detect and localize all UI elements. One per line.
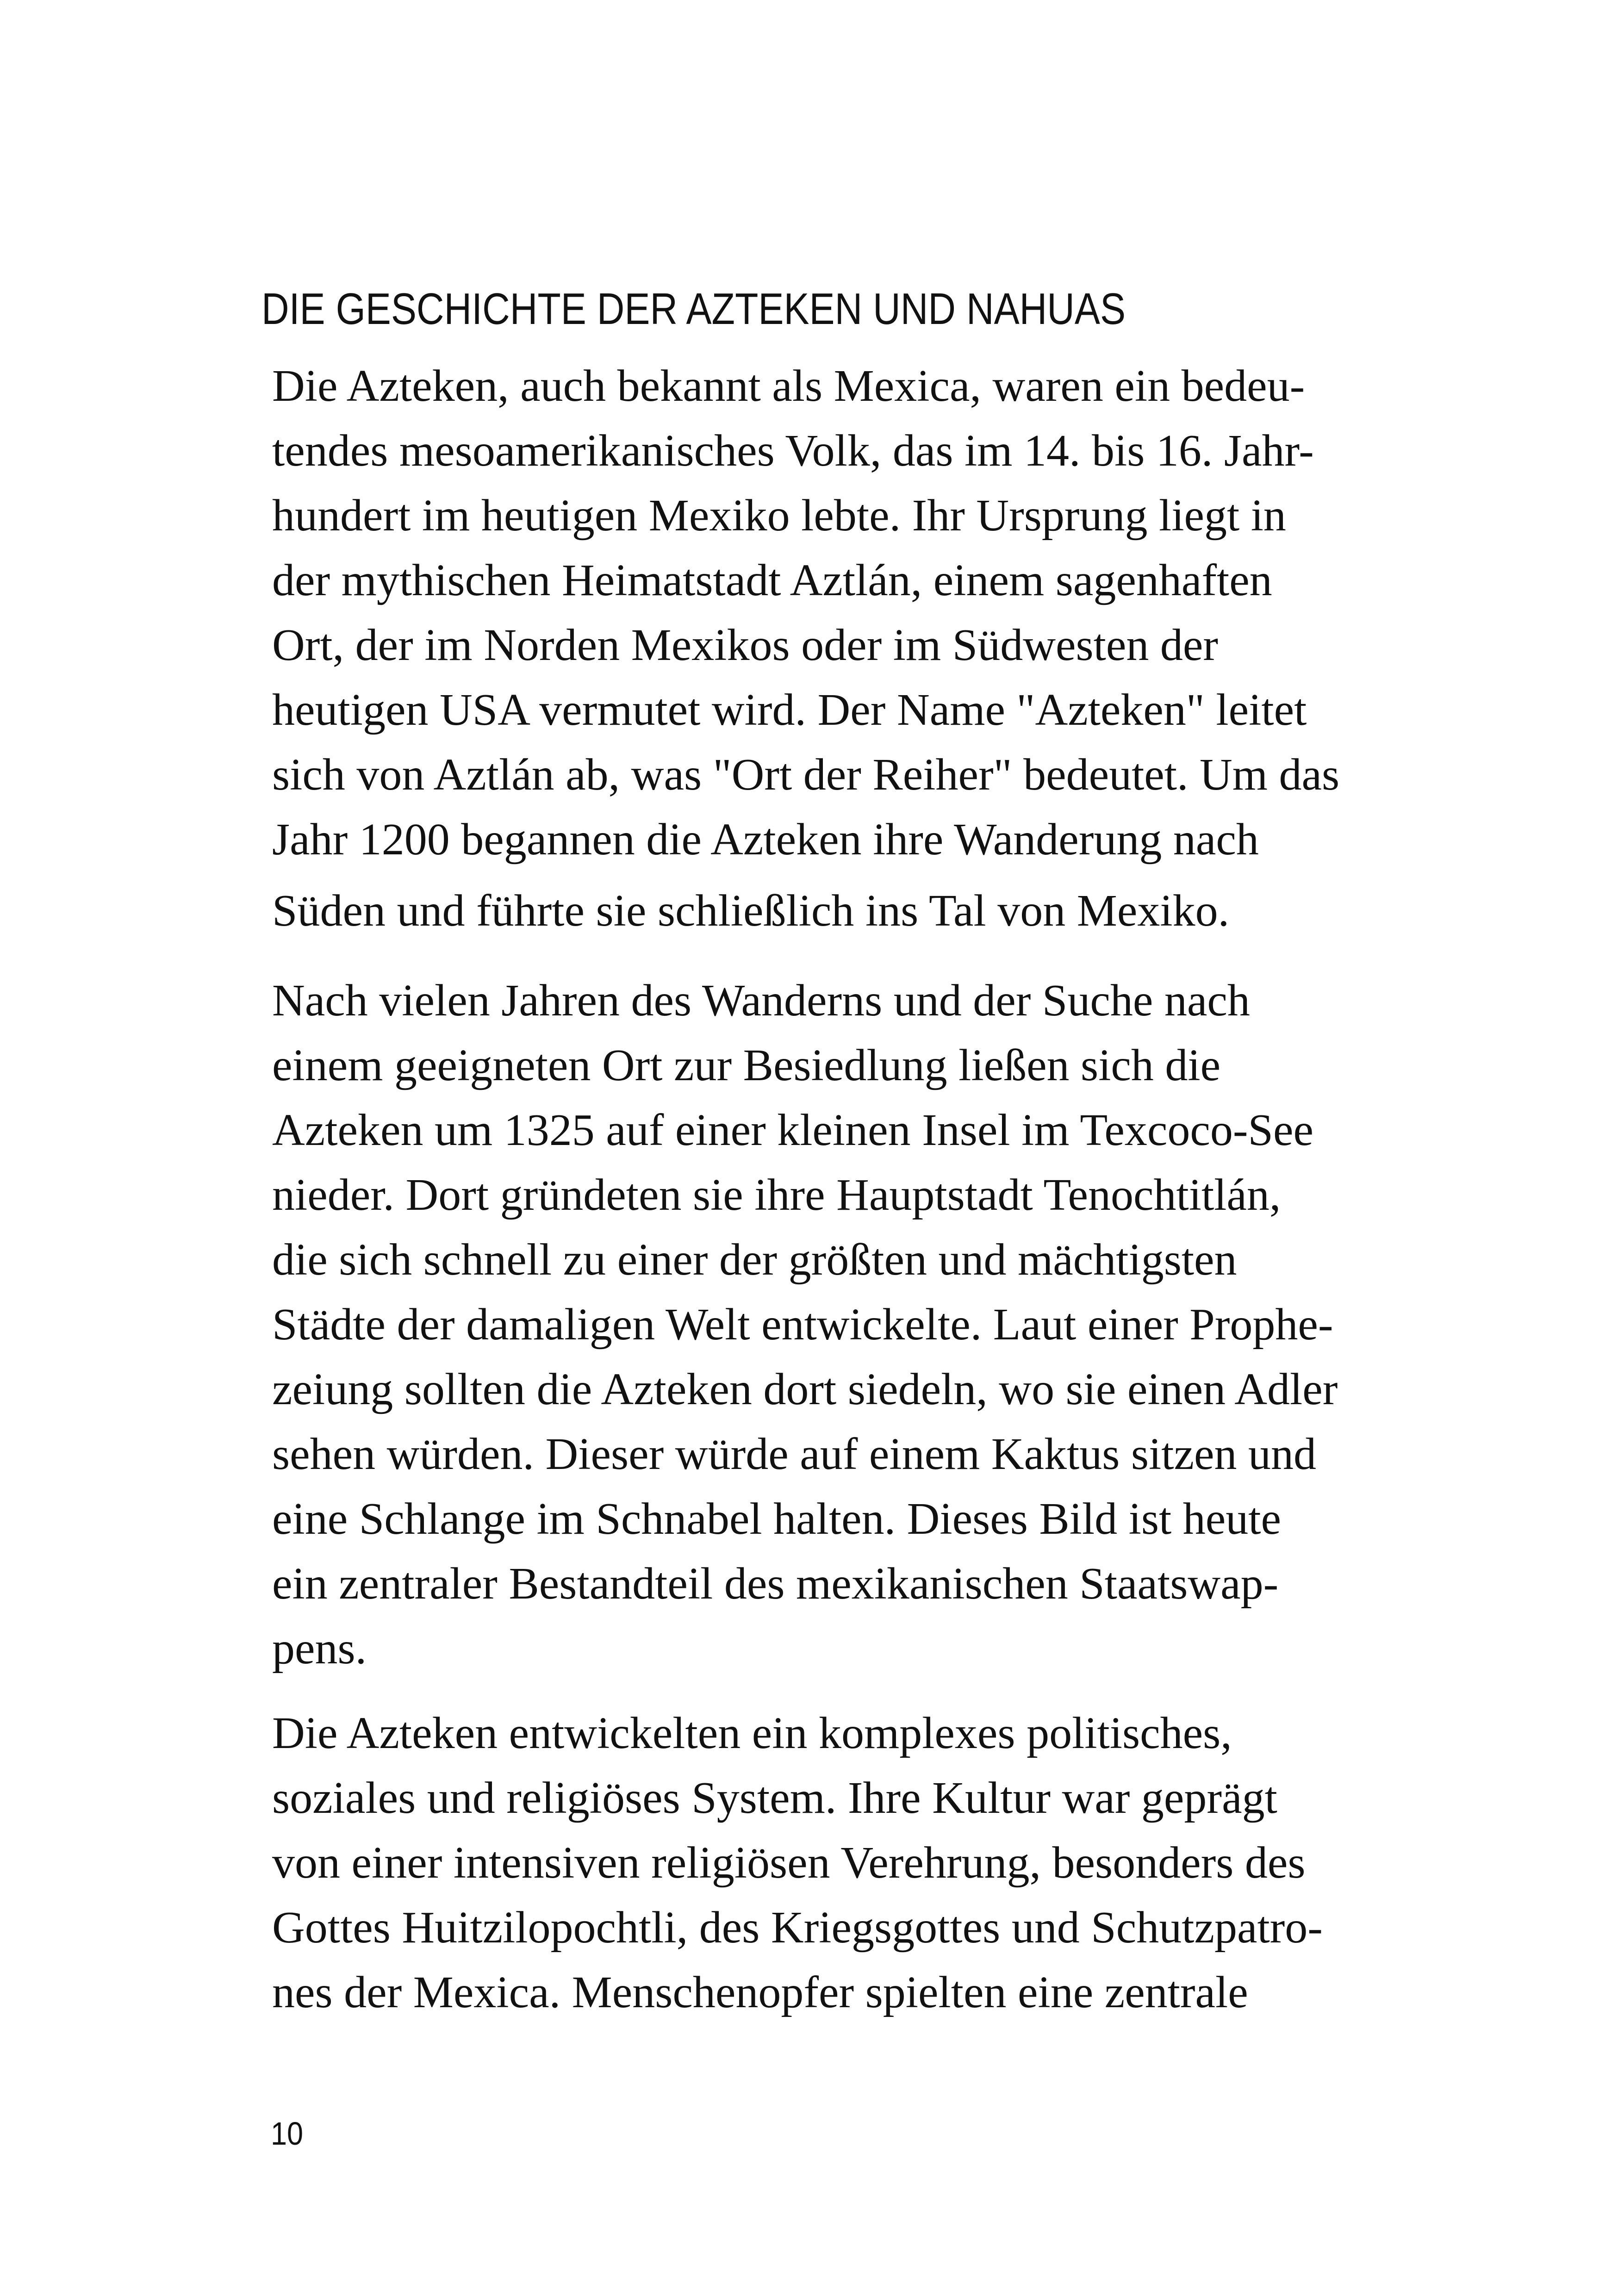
text-line: nieder. Dort gründeten sie ihre Hauptstadt Tenochtitlán, — [272, 1170, 1281, 1220]
paragraph-1 — [272, 354, 1339, 943]
text-line: die sich schnell zu einer der größten und mächtigsten — [272, 1235, 1237, 1285]
text-line: eine Schlange im Schnabel halten. Dieses Bild ist heute — [272, 1494, 1281, 1544]
text-line: Ort, der im Norden Mexikos oder im Südwesten der — [272, 620, 1218, 670]
text-line: Städte der damaligen Welt entwickelte. Laut einer Prophe- — [272, 1300, 1333, 1350]
text-line: Gottes Huitzilopochtli, des Kriegsgottes und Schutzpatro- — [272, 1903, 1323, 1953]
paragraph-3 — [272, 1701, 1323, 2025]
text-line: von einer intensiven religiösen Verehrung, besonders des — [272, 1838, 1306, 1888]
text-line: Die Azteken entwickelten ein komplexes politisches, — [272, 1708, 1232, 1758]
text-line: Süden und führte sie schließlich ins Tal von Mexiko. — [272, 886, 1230, 936]
text-line: Azteken um 1325 auf einer kleinen Insel im Texcoco-See — [272, 1105, 1313, 1155]
text-line: sehen würden. Dieser würde auf einem Kaktus sitzen und — [272, 1429, 1317, 1479]
text-line: tendes mesoamerikanisches Volk, das im 14. bis 16. Jahr- — [272, 426, 1314, 476]
text-line: hundert im heutigen Mexiko lebte. Ihr Ursprung liegt in — [272, 491, 1286, 541]
text-line: Jahr 1200 begannen die Azteken ihre Wanderung nach — [272, 815, 1259, 865]
text-line: sich von Aztlán ab, was "Ort der Reiher" bedeutet. Um das — [272, 750, 1340, 800]
text-line: der mythischen Heimatstadt Aztlán, einem sagenhaften — [272, 555, 1272, 605]
text-line: heutigen USA vermutet wird. Der Name "Azteken" leitet — [272, 685, 1307, 735]
text-line: einem geeigneten Ort zur Besiedlung ließen sich die — [272, 1040, 1221, 1090]
paragraph-2 — [272, 968, 1338, 1681]
text-line: ein zentraler Bestandteil des mexikanischen Staatswap- — [272, 1559, 1279, 1609]
text-line: pens. — [272, 1624, 367, 1674]
page-number: 10 — [271, 2116, 304, 2152]
chapter-heading: DIE GESCHICHTE DER AZTEKEN UND NAHUAS — [261, 284, 1126, 334]
text-line: soziales und religiöses System. Ihre Kultur war geprägt — [272, 1773, 1277, 1823]
text-line: nes der Mexica. Menschenopfer spielten eine zentrale — [272, 1967, 1248, 2017]
text-line: zeiung sollten die Azteken dort siedeln, wo sie einen Adler — [272, 1364, 1338, 1414]
text-line: Nach vielen Jahren des Wanderns und der Suche nach — [272, 976, 1250, 1026]
text-line: Die Azteken, auch bekannt als Mexica, waren ein bedeu- — [272, 361, 1305, 411]
